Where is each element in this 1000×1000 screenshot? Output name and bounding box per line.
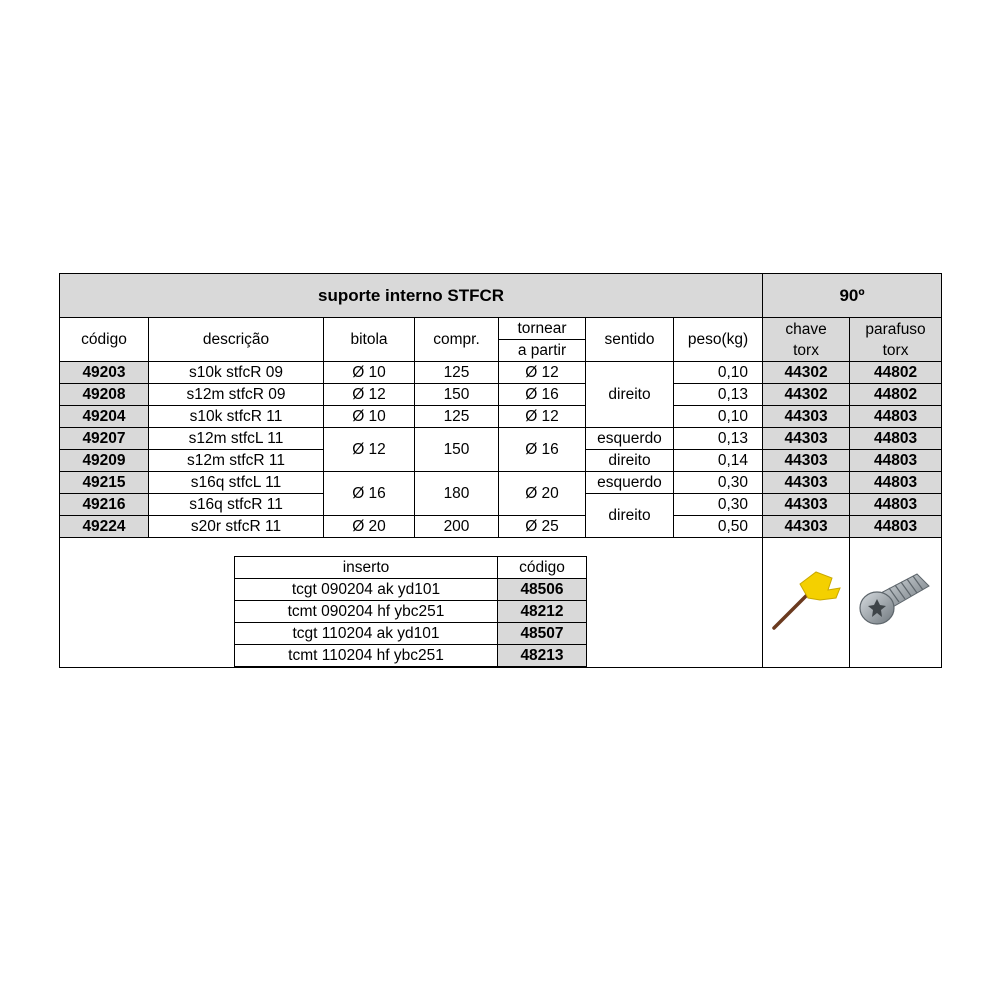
table-row	[60, 362, 942, 384]
header-chave-line1: chave	[785, 320, 827, 338]
insert-name: tcmt 090204 hf ybc251	[235, 601, 498, 623]
table-row	[60, 516, 942, 538]
insert-header-codigo: código	[498, 557, 587, 579]
cell-peso: 0,13	[674, 428, 763, 450]
insert-codigo: 48213	[498, 645, 587, 667]
cell-sentido: direito	[586, 494, 674, 538]
cell-chave: 44302	[763, 362, 850, 384]
insert-codigo: 48507	[498, 623, 587, 645]
insert-codigo: 48506	[498, 579, 587, 601]
table-row	[60, 428, 942, 450]
cell-parafuso: 44803	[850, 428, 942, 450]
cell-sentido: esquerdo	[586, 428, 674, 450]
cell-parafuso: 44803	[850, 406, 942, 428]
cell-codigo: 49215	[60, 472, 149, 494]
cell-tornear: Ø 25	[499, 516, 586, 538]
cell-sentido: esquerdo	[586, 472, 674, 494]
insert-row	[235, 645, 587, 667]
torx-screw-cell	[850, 538, 942, 668]
header-tornear-line2: a partir	[517, 342, 567, 359]
cell-codigo: 49224	[60, 516, 149, 538]
cell-codigo: 49216	[60, 494, 149, 516]
cell-peso: 0,30	[674, 494, 763, 516]
spec-table	[59, 273, 942, 668]
header-chave	[763, 318, 850, 362]
cell-bitola: Ø 16	[324, 472, 415, 516]
cell-compr: 150	[415, 428, 499, 472]
torx-key-icon	[766, 566, 846, 636]
cell-chave: 44303	[763, 472, 850, 494]
cell-parafuso: 44803	[850, 450, 942, 472]
cell-bitola: Ø 12	[324, 428, 415, 472]
cell-descricao: s10k stfcR 11	[149, 406, 324, 428]
insert-row	[235, 623, 587, 645]
cell-parafuso: 44803	[850, 516, 942, 538]
cell-peso: 0,10	[674, 362, 763, 384]
cell-compr: 150	[415, 384, 499, 406]
header-parafuso-line1: parafuso	[865, 320, 926, 338]
cell-tornear: Ø 16	[499, 428, 586, 472]
angle-label: 90º	[763, 274, 942, 318]
cell-descricao: s12m stfcL 11	[149, 428, 324, 450]
cell-codigo: 49209	[60, 450, 149, 472]
cell-descricao: s12m stfcR 09	[149, 384, 324, 406]
cell-bitola: Ø 10	[324, 406, 415, 428]
cell-compr: 125	[415, 406, 499, 428]
cell-sentido: direito	[586, 450, 674, 472]
insert-row	[235, 579, 587, 601]
header-peso: peso(kg)	[674, 318, 763, 362]
cell-tornear: Ø 20	[499, 472, 586, 516]
cell-bitola: Ø 20	[324, 516, 415, 538]
cell-tornear: Ø 12	[499, 362, 586, 384]
cell-parafuso: 44803	[850, 472, 942, 494]
cell-peso: 0,10	[674, 406, 763, 428]
cell-chave: 44303	[763, 494, 850, 516]
insert-name: tcmt 110204 hf ybc251	[235, 645, 498, 667]
cell-chave: 44303	[763, 428, 850, 450]
insert-section	[60, 538, 763, 668]
table-row	[60, 406, 942, 428]
cell-codigo: 49208	[60, 384, 149, 406]
header-tornear	[499, 318, 586, 362]
header-bitola: bitola	[324, 318, 415, 362]
cell-descricao: s20r stfcR 11	[149, 516, 324, 538]
table-row	[60, 472, 942, 494]
insert-table	[234, 556, 587, 667]
header-chave-line2: torx	[793, 341, 819, 359]
cell-peso: 0,50	[674, 516, 763, 538]
cell-peso: 0,30	[674, 472, 763, 494]
cell-peso: 0,14	[674, 450, 763, 472]
cell-chave: 44303	[763, 406, 850, 428]
header-parafuso-line2: torx	[882, 341, 909, 359]
cell-descricao: s12m stfcR 11	[149, 450, 324, 472]
cell-tornear: Ø 12	[499, 406, 586, 428]
cell-bitola: Ø 12	[324, 384, 415, 406]
cell-tornear: Ø 16	[499, 384, 586, 406]
cell-descricao: s16q stfcL 11	[149, 472, 324, 494]
cell-chave: 44302	[763, 384, 850, 406]
cell-codigo: 49204	[60, 406, 149, 428]
cell-descricao: s16q stfcR 11	[149, 494, 324, 516]
cell-parafuso: 44803	[850, 494, 942, 516]
insert-row	[235, 601, 587, 623]
cell-compr: 180	[415, 472, 499, 516]
cell-descricao: s10k stfcR 09	[149, 362, 324, 384]
cell-parafuso: 44802	[850, 362, 942, 384]
header-codigo: código	[60, 318, 149, 362]
cell-codigo: 49203	[60, 362, 149, 384]
table-title: suporte interno STFCR	[60, 274, 763, 318]
insert-codigo: 48212	[498, 601, 587, 623]
torx-screw-icon	[855, 566, 937, 636]
header-parafuso	[850, 318, 942, 362]
table-row	[60, 384, 942, 406]
cell-codigo: 49207	[60, 428, 149, 450]
cell-compr: 125	[415, 362, 499, 384]
cell-peso: 0,13	[674, 384, 763, 406]
cell-parafuso: 44802	[850, 384, 942, 406]
cell-sentido: direito	[586, 362, 674, 428]
cell-chave: 44303	[763, 516, 850, 538]
torx-key-cell	[763, 538, 850, 668]
insert-header-inserto: inserto	[235, 557, 498, 579]
spec-sheet	[59, 273, 941, 667]
cell-bitola: Ø 10	[324, 362, 415, 384]
cell-chave: 44303	[763, 450, 850, 472]
cell-compr: 200	[415, 516, 499, 538]
header-compr: compr.	[415, 318, 499, 362]
insert-name: tcgt 110204 ak yd101	[235, 623, 498, 645]
header-sentido: sentido	[586, 318, 674, 362]
header-tornear-line1: tornear	[499, 318, 585, 340]
header-descricao: descrição	[149, 318, 324, 362]
insert-name: tcgt 090204 ak yd101	[235, 579, 498, 601]
